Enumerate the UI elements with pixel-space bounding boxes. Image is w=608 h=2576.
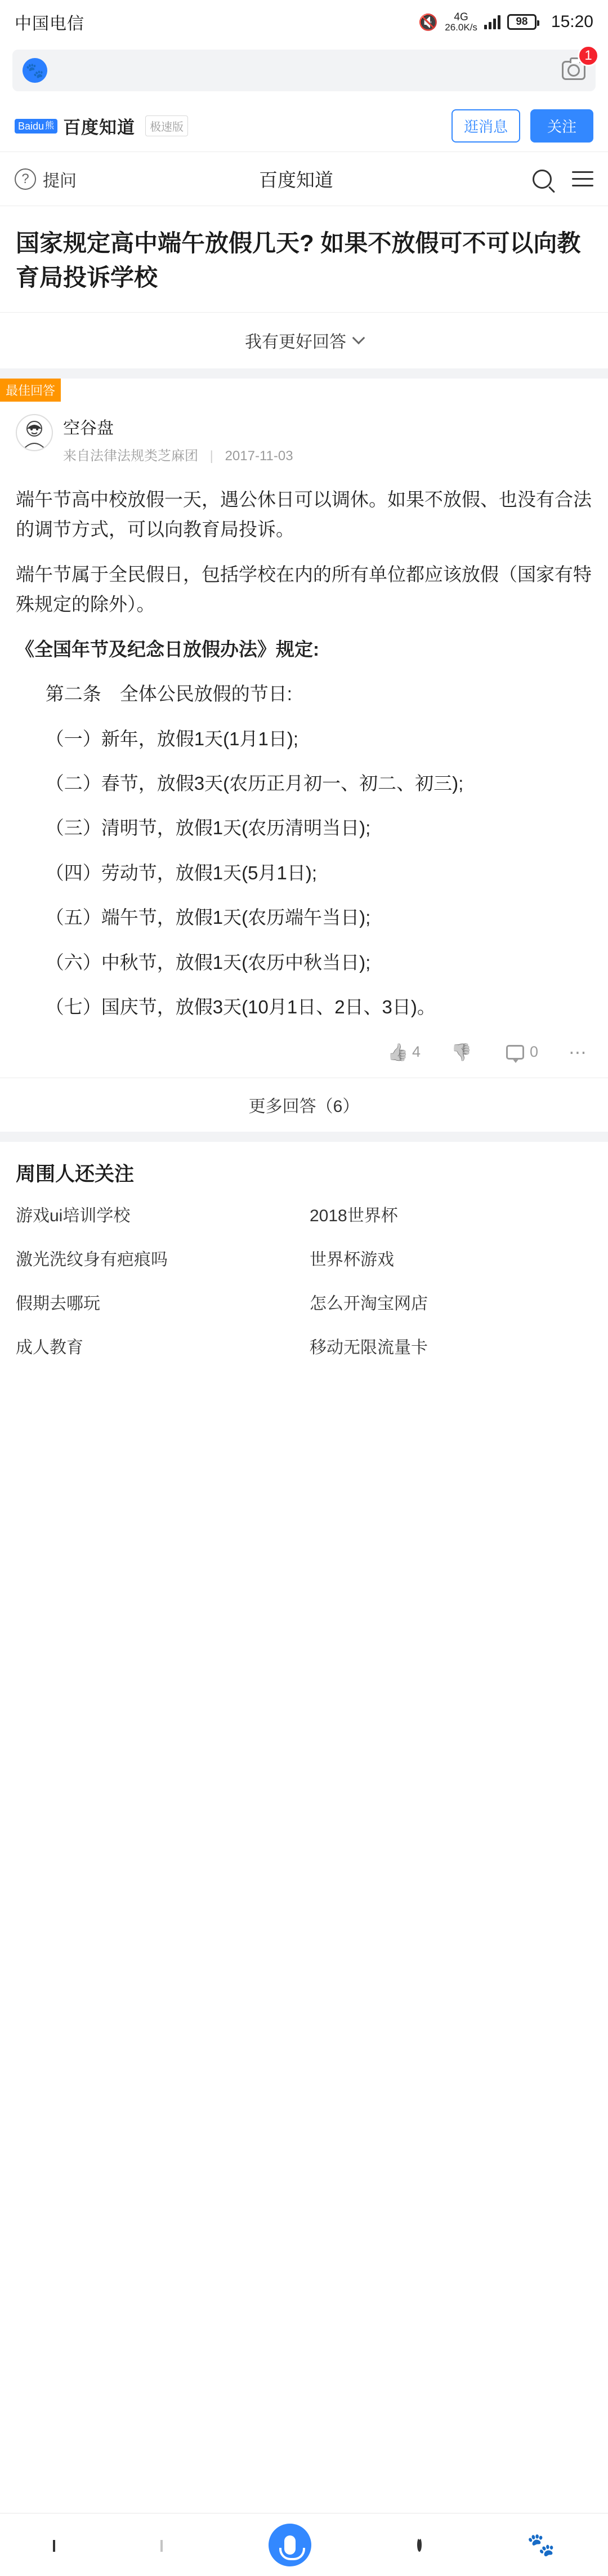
comment-button[interactable] [506, 1043, 538, 1061]
network-type-label: 4G [454, 11, 468, 23]
mute-icon: 🔇 [418, 13, 439, 31]
search-icon[interactable] [533, 170, 552, 189]
author-meta [63, 444, 293, 464]
network-speed-label: 26.0K/s [445, 22, 477, 33]
related-heading: 周围人还关注 [16, 1163, 135, 1185]
page-title: 百度知道 [259, 170, 333, 190]
related-link[interactable]: 世界杯游戏 [310, 1250, 394, 1269]
baidu-paw-icon: 🐾 [23, 58, 47, 83]
thumb-up-icon [387, 1043, 406, 1062]
like-count: 4 [412, 1043, 421, 1061]
dislike-button[interactable] [451, 1043, 476, 1062]
notification-badge[interactable]: 1 [578, 45, 599, 66]
refresh-button[interactable] [417, 2540, 422, 2550]
answer-paragraph: （二）春节，放假3天(农历正月初一、初二、初三); [45, 772, 464, 794]
chevron-down-icon [352, 332, 365, 345]
voice-search-button[interactable] [269, 2524, 311, 2566]
answer-paragraph: （五）端午节，放假1天(农历端午当日); [45, 907, 371, 928]
refresh-icon [417, 2538, 422, 2552]
back-arrow-icon [53, 2540, 55, 2552]
network-speed-indicator [445, 12, 477, 32]
ask-question-label: 提问 [43, 171, 77, 190]
nav-actions [533, 170, 593, 189]
comment-count: 0 [529, 1043, 538, 1061]
answer-paragraph: 《全国年节及纪念日放假办法》规定: [16, 638, 319, 660]
answer-actions [0, 1022, 608, 1078]
author-source: 来自法律法规类芝麻团 [63, 448, 198, 464]
related-link[interactable]: 移动无限流量卡 [310, 1338, 428, 1357]
site-logo[interactable] [15, 113, 188, 139]
related-section [0, 1142, 608, 1373]
avatar[interactable] [16, 414, 53, 451]
back-button[interactable] [53, 2540, 55, 2550]
site-name-label: 百度知道 [63, 118, 136, 137]
follow-button[interactable]: 关注 [530, 109, 593, 143]
related-link[interactable]: 假期去哪玩 [16, 1294, 100, 1313]
section-divider [0, 368, 608, 379]
more-options-button[interactable] [569, 1042, 589, 1063]
site-nav [0, 152, 608, 206]
related-link[interactable]: 2018世界杯 [310, 1206, 398, 1225]
menu-icon[interactable] [572, 171, 593, 186]
forward-arrow-icon [160, 2540, 163, 2552]
address-bar[interactable] [12, 50, 596, 91]
site-tag-label: 极速版 [145, 115, 188, 136]
status-bar [0, 0, 608, 44]
write-better-answer-label: 我有更好回答 [245, 333, 346, 352]
ellipsis-icon: ⋯ [569, 1042, 589, 1062]
signal-bars-icon [484, 15, 500, 29]
answer-paragraph: 端午节属于全民假日，包括学校在内的所有单位都应该放假（国家有特殊规定的除外）。 [16, 563, 592, 615]
like-button[interactable] [387, 1043, 421, 1062]
clock-label: 15:20 [551, 12, 593, 31]
bear-icon: 熊 [45, 121, 55, 131]
author-name: 空谷盘 [63, 419, 114, 438]
related-link[interactable]: 成人教育 [16, 1338, 83, 1357]
related-links-grid [16, 1202, 592, 1358]
forward-button[interactable] [160, 2540, 163, 2550]
related-link[interactable]: 游戏ui培训学校 [16, 1206, 131, 1225]
baidu-logo-mark [15, 119, 57, 134]
answer-paragraph: （六）中秋节，放假1天(农历中秋当日); [45, 951, 371, 973]
microphone-icon [284, 2535, 296, 2555]
meta-divider: | [209, 448, 213, 464]
section-divider [0, 1132, 608, 1142]
question-title: 国家规定高中端午放假几天? 如果不放假可不可以向教育局投诉学校 [16, 230, 581, 291]
answer-paragraph: 第二条 全体公民放假的节日: [45, 683, 292, 705]
comment-icon [506, 1045, 524, 1060]
question-mark-icon: ? [15, 168, 36, 190]
answer-paragraph: （一）新年，放假1天(1月1日); [45, 728, 299, 749]
answer-paragraph: （七）国庆节，放假3天(10月1日、2日、3日)。 [45, 996, 436, 1018]
answer-author-row [0, 402, 608, 464]
baidu-brand-text: Baidu [18, 120, 44, 132]
browser-toolbar [0, 44, 608, 100]
messages-button[interactable]: 逛消息 [451, 109, 520, 143]
carrier-label: 中国电信 [15, 15, 84, 33]
write-better-answer-button[interactable] [0, 312, 608, 368]
answer-paragraph: （三）清明节，放假1天(农历清明当日); [45, 817, 371, 839]
thumb-down-icon [451, 1043, 470, 1062]
answer-paragraph: 端午节高中校放假一天，遇公休日可以调休。如果不放假、也没有合法的调节方式，可以向教育局投诉。 [16, 488, 592, 540]
answer-date: 2017-11-03 [225, 448, 293, 464]
best-answer-badge: 最佳回答 [0, 379, 61, 402]
answer-body [0, 464, 608, 1022]
home-button[interactable]: 🐾 [527, 2533, 556, 2557]
battery-level-label: 98 [516, 16, 528, 28]
answer-paragraph: （四）劳动节，放假1天(5月1日); [45, 862, 318, 883]
browser-bottom-bar [0, 2513, 608, 2576]
author-info [63, 414, 293, 464]
related-link[interactable]: 激光洗纹身有疤痕吗 [16, 1250, 168, 1269]
battery-icon [507, 14, 537, 30]
status-icon-group [418, 12, 593, 32]
app-promo-bar [0, 100, 608, 152]
more-answers-button[interactable]: 更多回答（6） [0, 1078, 608, 1132]
best-answer-section [0, 379, 608, 1132]
related-link[interactable]: 怎么开淘宝网店 [310, 1294, 428, 1313]
